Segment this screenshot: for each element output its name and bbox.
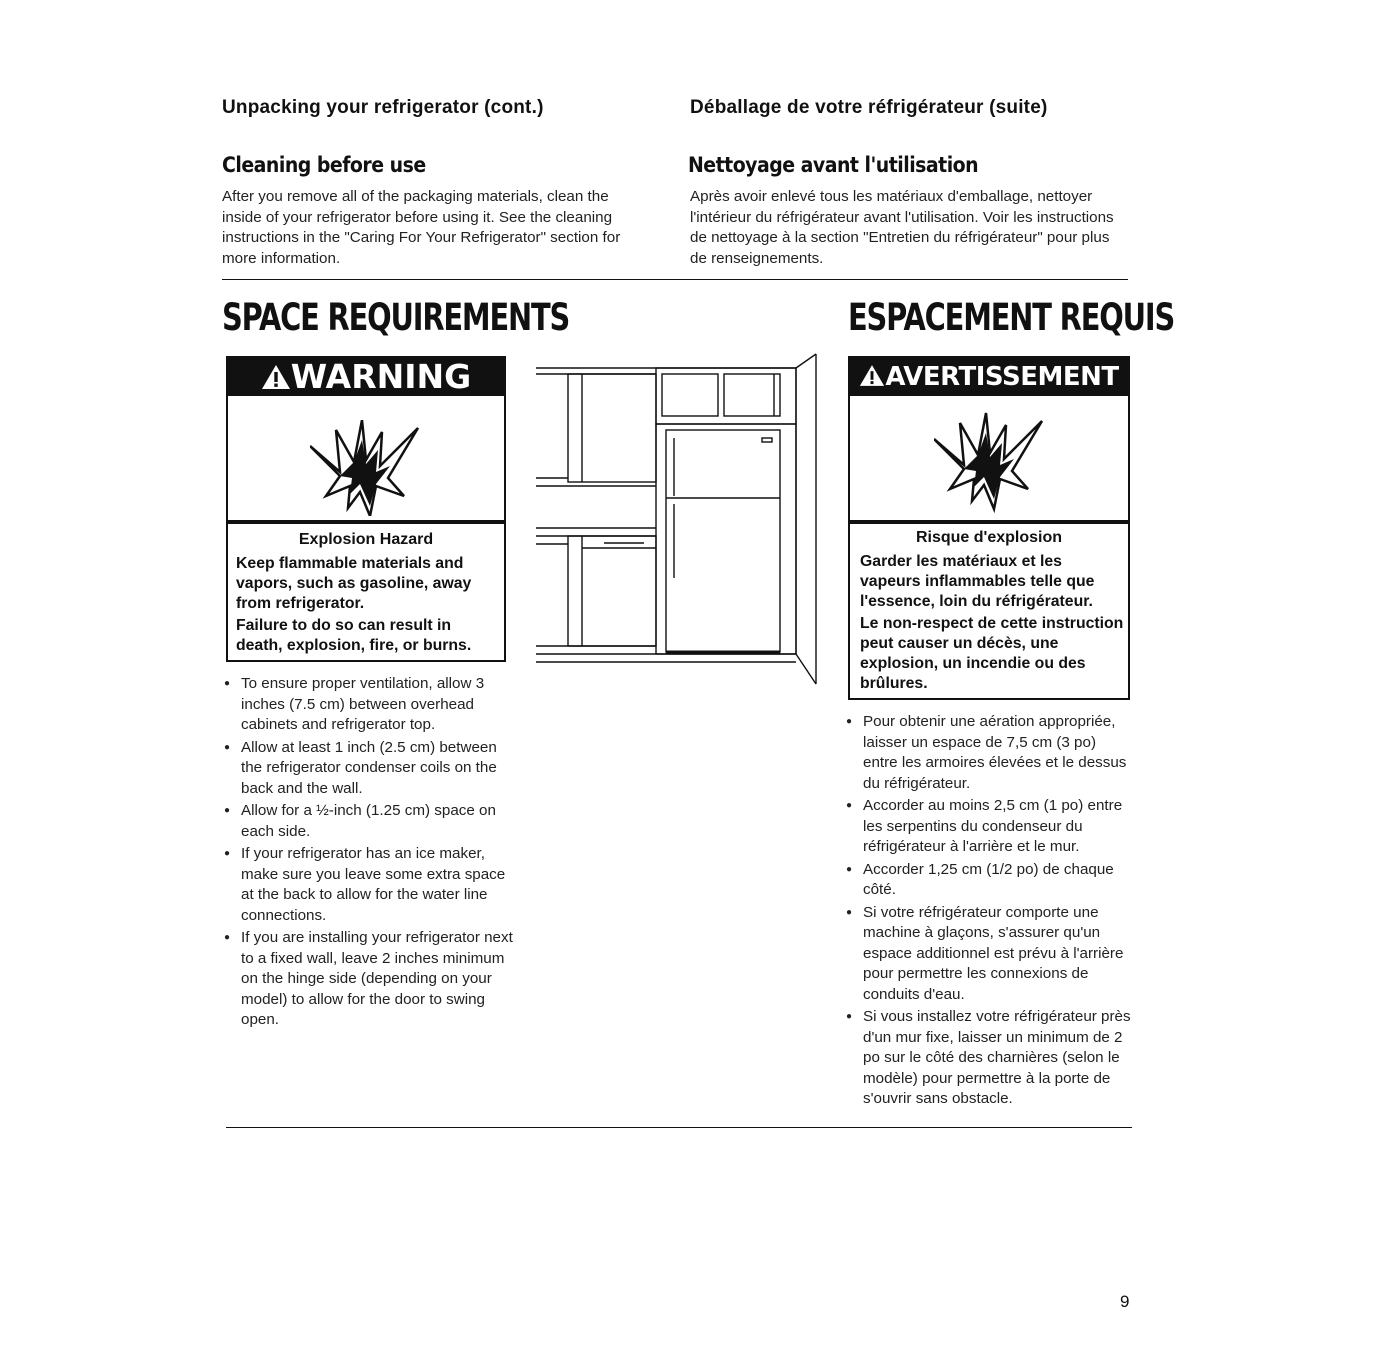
warning-box-en — [226, 356, 506, 524]
page-number: 9 — [1120, 1292, 1130, 1311]
cleaning-title-en: Cleaning before use — [222, 153, 426, 177]
warning-text-box-en — [226, 520, 506, 662]
list-item: ● If you are installing your refrigerator next to a fixed wall, leave 2 inches minimum on the hinge side (depending on your model) to allow for the door to swing open. — [224, 928, 516, 1031]
explosion-icon — [310, 420, 420, 516]
warning-line2-fr: Le non-respect de cette instruction peut causer un décès, une explosion, un incendie ou des brûlures. — [860, 615, 1124, 692]
cleaning-body-fr: Après avoir enlevé tous les matériaux d'emballage, nettoyer l'intérieur du réfrigérateur avant l'utilisation. Voir les instructions de nettoyage à la section "Entretien du réfrigérateur" pour plus de renseignements. — [690, 188, 1114, 267]
warning-box-fr — [848, 356, 1130, 524]
running-header-fr: Déballage de votre réfrigérateur (suite) — [690, 97, 1048, 118]
bullet-list-fr — [846, 712, 1132, 1112]
section-divider-top — [222, 279, 1128, 280]
warning-triangle-icon — [261, 364, 291, 390]
list-item: ● Accorder au moins 2,5 cm (1 po) entre les serpentins du condenseur du réfrigérateur à l'arrière et le mur. — [846, 796, 1132, 858]
list-item: ● Allow for a ½-inch (1.25 cm) space on each side. — [224, 801, 516, 842]
hazard-title-en: Explosion Hazard — [298, 531, 434, 548]
cleaning-title-fr: Nettoyage avant l'utilisation — [688, 153, 979, 177]
warning-line2-en: Failure to do so can result in death, explosion, fire, or burns. — [236, 617, 472, 654]
warning-line1-fr: Garder les matériaux et les vapeurs inflammables telle que l'essence, loin du réfrigérateur. — [860, 553, 1095, 610]
list-item: ● Si votre réfrigérateur comporte une machine à glaçons, s'assurer qu'un espace additionnel est prévu à l'arrière pour permettre les connexions de conduits d'eau. — [846, 903, 1132, 1006]
list-item: ● Pour obtenir une aération appropriée, laisser un espace de 7,5 cm (3 po) entre les armoires élevées et le dessus du réfrigérateur. — [846, 712, 1132, 794]
section-divider-bottom — [226, 1127, 1132, 1128]
warning-banner-label-en: WARNING — [290, 357, 472, 396]
explosion-icon — [934, 408, 1044, 514]
list-item: ● Allow at least 1 inch (2.5 cm) between the refrigerator condenser coils on the back and the wall. — [224, 738, 516, 800]
warning-banner-en — [228, 358, 504, 396]
warning-banner-fr — [850, 358, 1128, 396]
list-item: ● Si vous installez votre réfrigérateur près d'un mur fixe, laisser un minimum de 2 po sur le côté des charnières (selon le modèle) pour permettre à la porte de s'ouvrir sans obstacle. — [846, 1007, 1132, 1110]
list-item: ● To ensure proper ventilation, allow 3 inches (7.5 cm) between overhead cabinets and refrigerator top. — [224, 674, 516, 736]
warning-text-box-fr — [848, 520, 1130, 700]
warning-triangle-icon — [859, 364, 885, 387]
running-header-en: Unpacking your refrigerator (cont.) — [222, 97, 544, 118]
bullet-list-en — [224, 674, 516, 1033]
refrigerator-illustration — [534, 352, 820, 688]
warning-banner-label-fr: AVERTISSEMENT — [885, 362, 1119, 392]
space-title-en: SPACE REQUIREMENTS — [222, 296, 570, 339]
cleaning-body-en: After you remove all of the packaging materials, clean the inside of your refrigerator before using it. See the cleaning instructions in the "Caring For Your Refrigerator" section for more information. — [222, 188, 621, 267]
list-item: ● If your refrigerator has an ice maker, make sure you leave some extra space at the back to allow for the water line connections. — [224, 844, 516, 926]
warning-line1-en: Keep flammable materials and vapors, such as gasoline, away from refrigerator. — [236, 555, 472, 612]
hazard-title-fr: Risque d'explosion — [915, 529, 1063, 546]
list-item: ● Accorder 1,25 cm (1/2 po) de chaque côté. — [846, 860, 1132, 901]
space-title-fr: ESPACEMENT REQUIS — [848, 296, 1175, 339]
